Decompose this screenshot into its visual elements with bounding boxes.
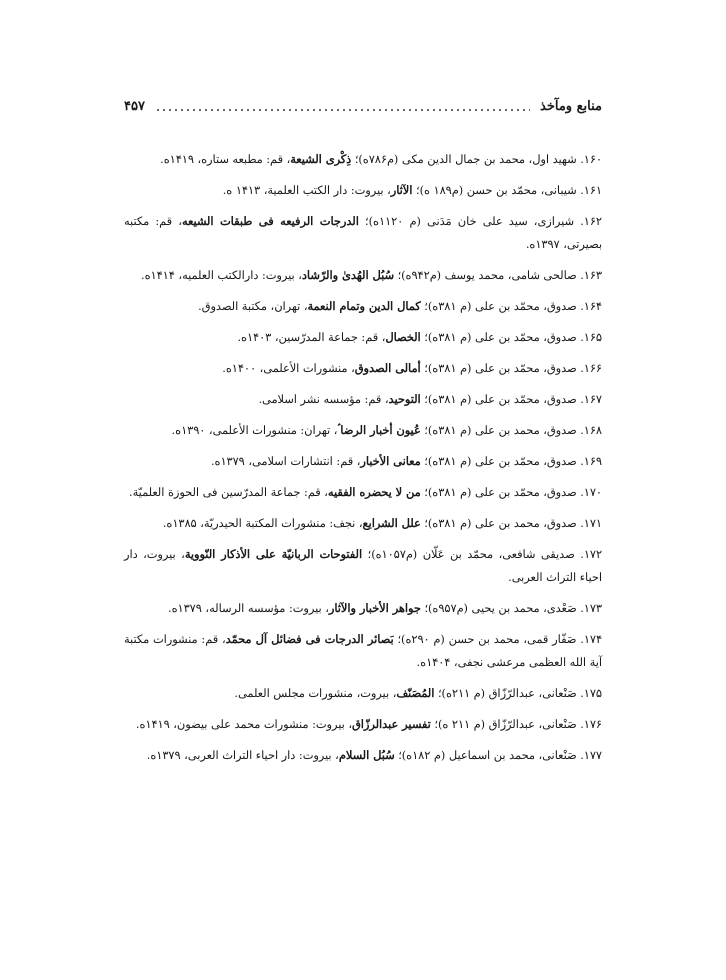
- entry-number: ۱۷۱.: [580, 517, 602, 530]
- entry-number: ۱۷۲.: [580, 548, 603, 561]
- entry-number: ۱۷۰.: [580, 486, 602, 499]
- entry-title: الدرجات الرفیعه فی طبقات الشیعه: [181, 214, 359, 228]
- bibliography-list: [124, 148, 602, 775]
- entry-author: صدوق، محمّد بن علی (م ۳۸۱ه)؛: [424, 362, 577, 375]
- entry-author: صدوق، محمّد بن علی (م ۳۸۱ه)؛: [424, 300, 577, 313]
- bibliography-entry: [124, 481, 602, 504]
- bibliography-entry: [124, 148, 602, 171]
- entry-title: معانی الأخبار: [360, 454, 421, 468]
- bibliography-entry: [124, 326, 602, 349]
- entry-title: من لا یحضره الفقیه: [327, 485, 421, 499]
- bibliography-entry: [124, 179, 602, 202]
- bibliography-entry: [124, 744, 602, 767]
- entry-publication: ، بیروت: دارالکتب العلمیه، ۱۴۱۴ه.: [141, 269, 302, 282]
- entry-title: سُبُل السلام: [338, 748, 395, 762]
- entry-number: ۱۷۷.: [580, 749, 602, 762]
- entry-number: ۱۶۸.: [580, 424, 602, 437]
- entry-author: صدوق، محمّد بن علی (م ۳۸۱ه)؛: [424, 455, 577, 468]
- bibliography-entry: [124, 264, 602, 287]
- bibliography-entry: [124, 597, 602, 620]
- entry-number: ۱۷۴.: [580, 633, 603, 646]
- bibliography-entry: [124, 628, 602, 674]
- entry-author: صدوق، محمّد بن علی (م ۳۸۱ه)؛: [424, 331, 577, 344]
- entry-title: التوحید: [388, 392, 421, 406]
- entry-number: ۱۶۲.: [580, 215, 602, 228]
- bibliography-entry: [124, 295, 602, 318]
- entry-author: صدوق، محمد بن علی (م ۳۸۱ه)؛: [424, 517, 577, 530]
- section-title: منابع ومآخذ: [540, 98, 602, 114]
- bibliography-entry: [124, 388, 602, 411]
- entry-title: الخصال: [385, 330, 421, 344]
- entry-publication: ، قم: مکتبه بصیرتی، ۱۳۹۷ه.: [124, 215, 602, 251]
- entry-author: صدوق، محمّد بن علی (م ۳۸۱ه)؛: [424, 393, 577, 406]
- bibliography-entry: [124, 210, 602, 256]
- bibliography-entry: [124, 419, 602, 442]
- dot-leader: [155, 109, 530, 111]
- entry-publication: ، قم: جماعة المدرّسین، ۱۴۰۳ه.: [237, 331, 386, 344]
- entry-publication: ، بیروت: مؤسسه الرساله، ۱۳۷۹ه.: [168, 602, 329, 615]
- entry-publication: ، قم: انتشارات اسلامی، ۱۳۷۹ه.: [210, 455, 361, 468]
- entry-author: شیبانی، محمّد بن حسن (م۱۸۹ ه)؛: [415, 184, 577, 197]
- entry-publication: ، قم: مطبعه ستاره، ۱۴۱۹ه.: [160, 153, 291, 166]
- bibliography-entry: [124, 512, 602, 535]
- entry-title: بَصائر الدرجات فی فضائل آل محمّد: [225, 632, 394, 646]
- entry-publication: ، قم: مؤسسه نشر اسلامی.: [258, 393, 389, 406]
- entry-publication: ، بیروت: دار الکتب العلمیة، ۱۴۱۳ ه.: [222, 184, 391, 197]
- entry-number: ۱۶۹.: [580, 455, 602, 468]
- entry-title: تفسیر عبدالرزّاق: [352, 717, 431, 731]
- entry-author: صَنْعانی، عبدالرّزّاق (م ۲۱۱ه)؛: [437, 687, 577, 700]
- entry-publication: ، بیروت، دار احیاء التراث العربی.: [124, 548, 602, 584]
- bibliography-entry: [124, 543, 602, 589]
- entry-publication: ، بیروت: دار احیاء التراث العربی، ۱۳۷۹ه.: [146, 749, 339, 762]
- entry-number: ۱۷۳.: [580, 602, 602, 615]
- bibliography-entry: [124, 357, 602, 380]
- entry-title: جواهر الأخبار والآثار: [328, 601, 421, 615]
- entry-title: المُصَنّف: [396, 686, 435, 700]
- entry-title: الآثار: [390, 183, 413, 197]
- entry-author: شیرازی، سید علی خان مَدَنی (م ۱۱۲۰ه)؛: [365, 215, 574, 228]
- entry-publication: ، قم: جماعة المدرّسین فی الحوزة العلمیّة.: [129, 486, 328, 499]
- entry-number: ۱۶۱.: [580, 184, 602, 197]
- entry-publication: ، تهران: منشورات الأعلمی، ۱۳۹۰ه.: [171, 424, 338, 437]
- entry-author: صدیقی شافعی، محمّد بن عَلّان (م۱۰۵۷ه)؛: [367, 548, 575, 561]
- entry-publication: ، بیروت: منشورات محمد علی بیضون، ۱۴۱۹ه.: [135, 718, 352, 731]
- entry-publication: ، تهران، مکتبة الصدوق.: [198, 300, 308, 313]
- entry-author: صَفّار قمی، محمد بن حسن (م ۲۹۰ه)؛: [397, 633, 577, 646]
- entry-title: عُیون أخبار الرضا ؑ: [337, 423, 421, 437]
- entry-title: الفتوحات الربانیّة علی الأذکار النّوویة: [184, 547, 363, 561]
- entry-title: ذِکْری الشیعة: [290, 152, 352, 166]
- bibliography-entry: [124, 682, 602, 705]
- page-number: ۴۵۷: [124, 98, 145, 114]
- entry-number: ۱۷۶.: [580, 718, 602, 731]
- entry-number: ۱۶۴.: [580, 300, 602, 313]
- entry-number: ۱۶۰.: [580, 153, 602, 166]
- entry-title: سُبُل الهُدیٰ والرّشاد: [301, 268, 394, 282]
- entry-author: صَعْدی، محمد بن یحیی (م۹۵۷ه)؛: [424, 602, 577, 615]
- entry-author: صَنْعانی، عبدالرّزّاق (م ۲۱۱ ه)؛: [434, 718, 577, 731]
- entry-author: صدوق، محمّد بن علی (م ۳۸۱ه)؛: [424, 486, 577, 499]
- entry-number: ۱۶۳.: [580, 269, 602, 282]
- entry-publication: ، منشورات الأعلمی، ۱۴۰۰ه.: [222, 362, 355, 375]
- entry-number: ۱۶۵.: [580, 331, 602, 344]
- bibliography-entry: [124, 713, 602, 736]
- entry-author: صدوق، محمد بن علی (م ۳۸۱ه)؛: [424, 424, 577, 437]
- entry-title: أمالی الصدوق: [354, 361, 421, 375]
- entry-number: ۱۶۶.: [580, 362, 602, 375]
- entry-publication: ، بیروت، منشورات مجلس العلمی.: [234, 687, 397, 700]
- entry-publication: ، قم: منشورات مکتبة آیة الله العظمی مرعشی نجفی، ۱۴۰۴ه.: [124, 633, 602, 669]
- entry-title: علل الشرایع: [362, 516, 421, 530]
- entry-number: ۱۷۵.: [580, 687, 602, 700]
- entry-number: ۱۶۷.: [580, 393, 602, 406]
- entry-title: کمال الدین وتمام النعمة: [307, 299, 421, 313]
- entry-author: صَنْعانی، محمد بن اسماعیل (م ۱۸۲ه)؛: [398, 749, 577, 762]
- entry-author: شهید اول، محمد بن جمال الدین مکی (م۷۸۶ه)؛: [354, 153, 577, 166]
- running-header: [124, 94, 602, 118]
- entry-author: صالحی شامی، محمد یوسف (م۹۴۲ه)؛: [397, 269, 577, 282]
- entry-publication: ، نجف: منشورات المکتبة الحیدریّة، ۱۳۸۵ه.: [162, 517, 363, 530]
- bibliography-entry: [124, 450, 602, 473]
